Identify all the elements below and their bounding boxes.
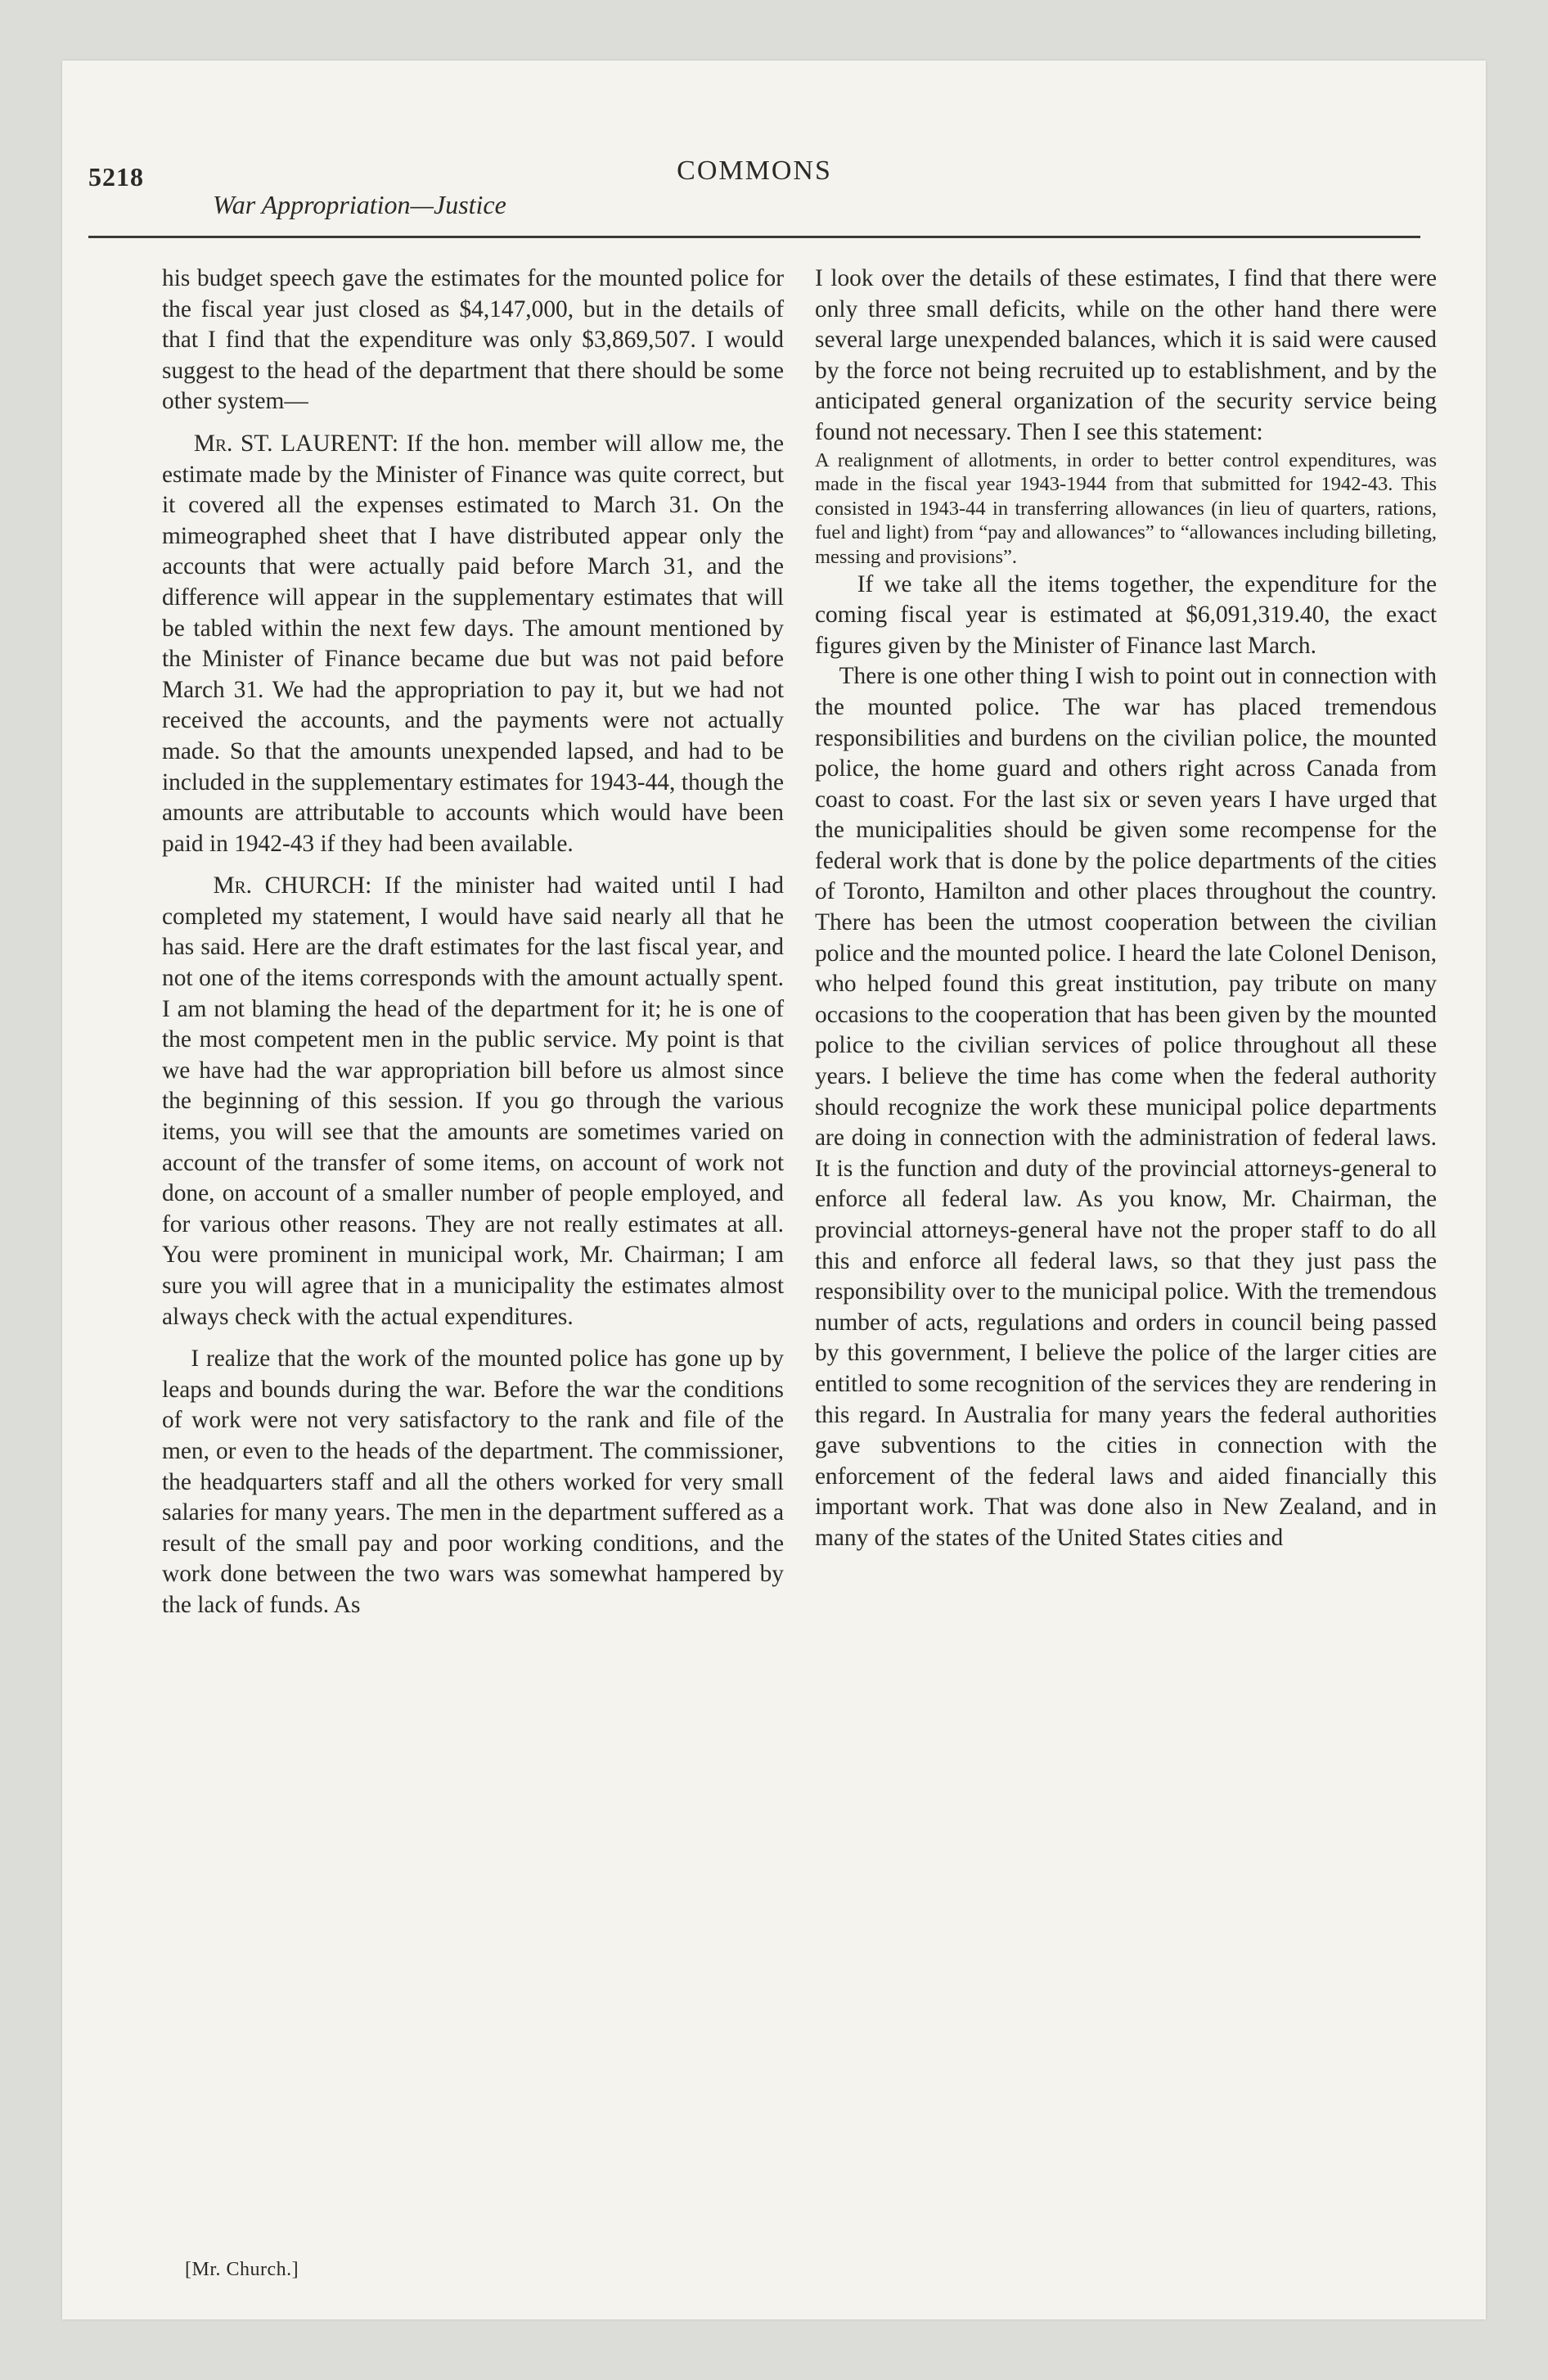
speaker-name: Mr. CHURCH:: [213, 872, 372, 899]
speaker-name: Mr. ST. LAURENT:: [193, 430, 399, 457]
paragraph: Mr. CHURCH: If the minister had waited until I had completed my statement, I would have said nearly all that he has said. Here are the draft estimates for the last fiscal year, and not one of the items corresponds with the amount actually spent. I am not blaming the head of the department for it; he is one of the most competent men in the public service. My point is that we have had the war appropriation bill before us almost since the beginning of this session. If you go through the various items, you will see that the amounts are sometimes varied on account of the transfer of some items, on account of work not done, on account of a smaller number of people employed, and for various other reasons. They are not really estimates at all. You were prominent in municipal work, Mr. Chairman; I am sure you will agree that in a municipality the estimates almost always check with the actual expenditures.: [162, 872, 784, 1330]
header-rule: [88, 236, 1420, 238]
paragraph: his budget speech gave the estimates for the mounted police for the fiscal year just closed as $4,147,000, but in the details of that I find that the expenditure was only $3,869,507. I would suggest to the head of the department that there should be some other system—: [162, 265, 784, 415]
page-number: 5218: [88, 162, 144, 192]
paragraph: If we take all the items together, the expenditure for the coming fiscal year is estimated at $6,091,319.40, the exact figures given by the Minister of Finance last March.: [815, 570, 1437, 659]
right-column: [815, 264, 1437, 1554]
paragraph: There is one other thing I wish to point out in connection with the mounted police. The war has placed tremendous responsibilities and burdens on the civilian police, the mounted police, the home guard and others right across Canada from coast to coast. For the last six or seven years I have urged that the municipalities should be given some recompense for the federal work that is done by the police departments of the cities of Toronto, Hamilton and other places throughout the country. There has been the utmost cooperation between the civilian police and the mounted police. I heard the late Colonel Denison, who helped found this great institution, pay tribute on many occasions to the cooperation that has been given by the mounted police to the civilian services of police throughout all these years. I believe the time has come when the federal authority should recognize the work these municipal police departments are doing in connection with the administration of federal laws. It is the function and duty of the provincial attorneys-general to enforce all federal law. As you know, Mr. Chairman, the provincial attorneys-general have not the proper staff to do all this and enforce all federal laws, so that they just pass the responsibility over to the municipal police. With the tremendous number of acts, regulations and orders in council being passed by this government, I believe the police of the larger cities are entitled to some recognition of the services they are rendering in this regard. In Australia for many years the federal authorities gave subventions to the cities in connection with the enforcement of the federal laws and aided financially this important work. That was done also in New Zealand, and in many of the states of the United States cities and: [815, 663, 1437, 1551]
paragraph: Mr. ST. LAURENT: If the hon. member will allow me, the estimate made by the Minister of Finance was quite correct, but it covered all the expenses estimated to March 31. On the mimeographed sheet that I have distributed appear only the accounts that were actually paid before March 31, and the difference will appear in the supplementary estimates that will be tabled within the next few days. The amount mentioned by the Minister of Finance became due but was not paid before March 31. We had the appropriation to pay it, but we had not received the accounts, and the payments were not actually made. So that the amounts unexpended lapsed, and had to be included in the supplementary estimates for 1943-44, though the amounts are attributable to accounts which would have been paid in 1942-43 if they had been available.: [162, 430, 785, 857]
page-header: [88, 98, 1420, 237]
subject-line: War Appropriation—Justice: [213, 190, 506, 219]
running-title: COMMONS: [677, 156, 832, 186]
paragraph: I realize that the work of the mounted police has gone up by leaps and bounds during the war. Before the war the conditions of work were not very satisfactory to the rank and file of the men, or even to the heads of the department. The commissioner, the headquarters staff and all the others worked for very small salaries for many years. The men in the department suffered as a result of the small pay and poor working conditions, and the work done between the two wars was somewhat hampered by the lack of funds. As: [162, 1346, 784, 1618]
speaker-footnote: [Mr. Church.]: [185, 2259, 299, 2280]
paragraph: I look over the details of these estimates, I find that there were only three small deficits, while on the other hand there were several large unexpended balances, which it is said were caused by the force not being recruited up to establishment, and by the anticipated general organization of the security service being found not necessary. Then I see this statement:: [815, 265, 1437, 445]
left-column: [162, 264, 784, 1621]
block-quote: A realignment of allotments, in order to better control expenditures, was made in the fiscal year 1943-1944 from that submitted for 1942-43. This consisted in 1943-44 in transferring allowances (in lieu of quarters, rations, fuel and light) from “pay and allowances” to “allowances including billeting, messing and provisions”.: [815, 449, 1437, 568]
